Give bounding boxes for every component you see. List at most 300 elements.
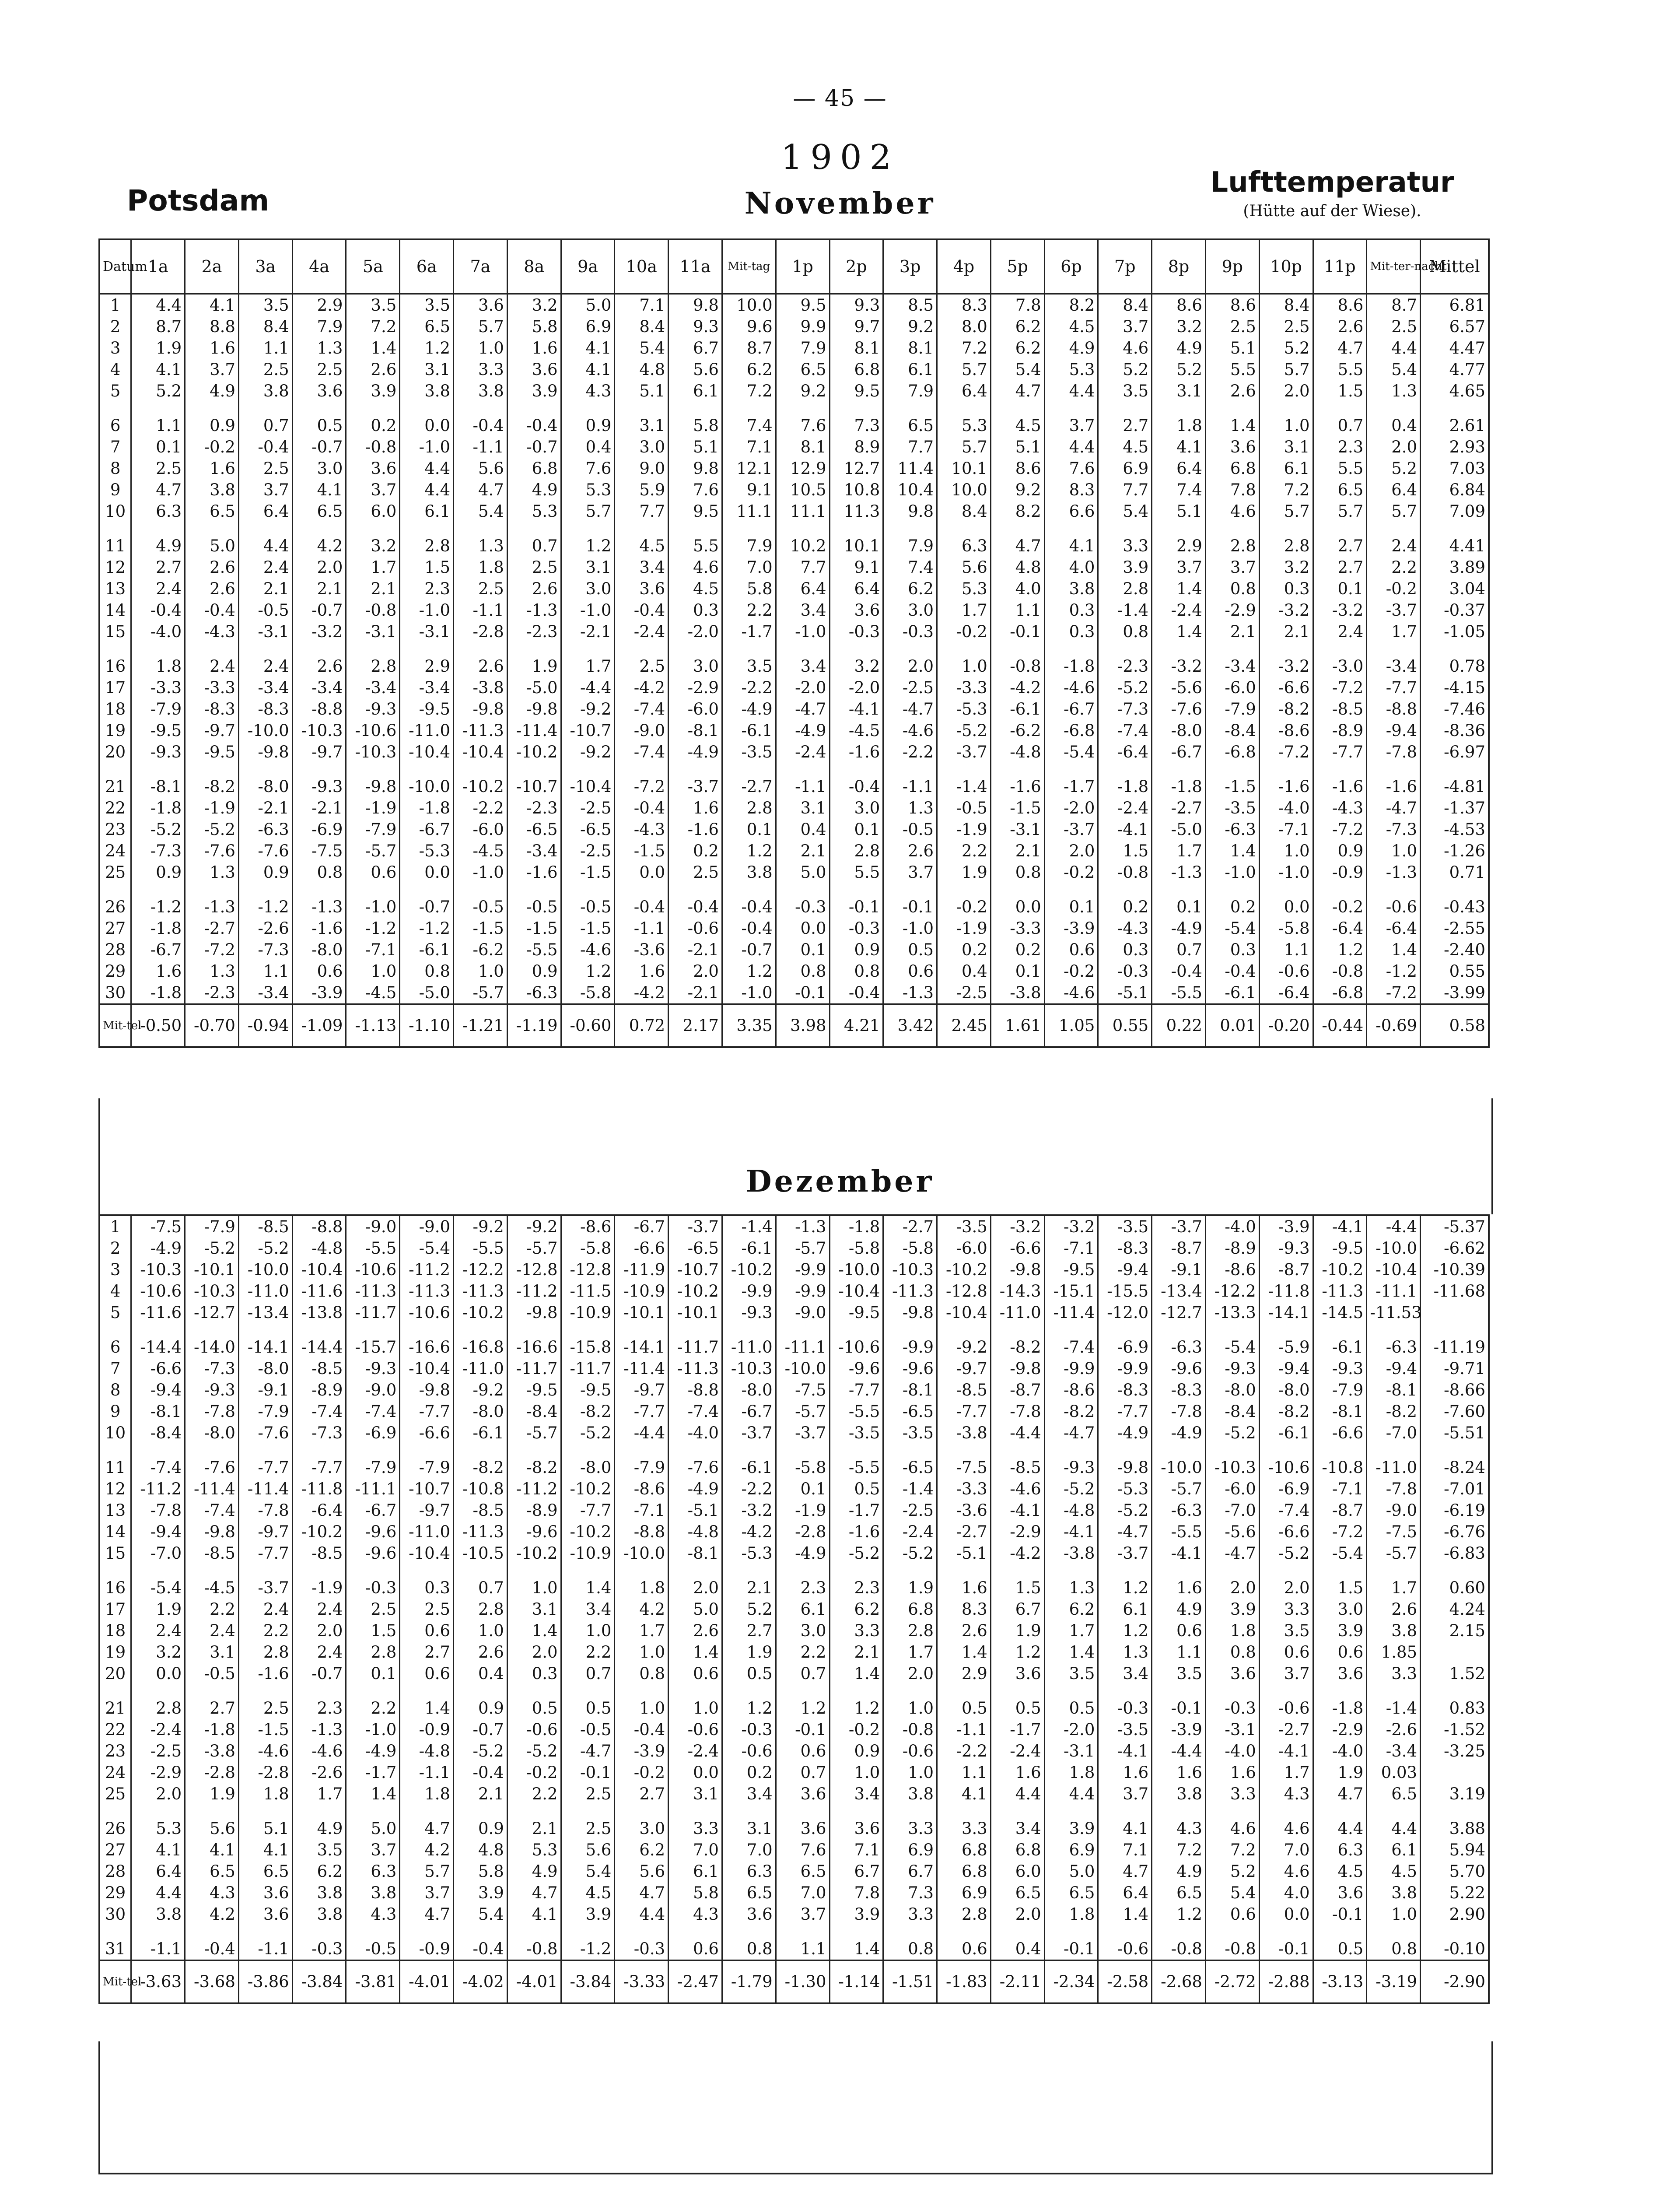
- temperature-cell: -8.1: [883, 1379, 937, 1401]
- temperature-cell: 2.8: [830, 840, 883, 862]
- temperature-cell: -8.8: [1367, 698, 1421, 720]
- temperature-cell: 6.81: [1421, 294, 1489, 316]
- column-header: 3p: [883, 239, 937, 294]
- temperature-cell: -9.2: [454, 1379, 508, 1401]
- day-row: [99, 1641, 1489, 1663]
- temperature-cell: 2.8: [346, 1641, 400, 1663]
- temperature-cell: -0.1: [561, 1762, 615, 1783]
- temperature-cell: -0.5: [561, 1719, 615, 1740]
- temperature-cell: 6.3: [722, 1861, 776, 1882]
- temperature-cell: -8.1: [1313, 1401, 1367, 1422]
- temperature-cell: -9.8: [185, 1521, 239, 1543]
- temperature-cell: -9.7: [292, 741, 346, 763]
- temperature-cell: 8.3: [937, 294, 991, 316]
- temperature-cell: -6.1: [990, 698, 1044, 720]
- mean-cell: 0.58: [1421, 1004, 1489, 1048]
- temperature-cell: 9.0: [615, 458, 668, 479]
- temperature-cell: -4.0: [1259, 797, 1313, 819]
- temperature-cell: 6.0: [346, 501, 400, 522]
- temperature-cell: 3.7: [776, 1904, 830, 1925]
- temperature-cell: 3.6: [507, 359, 561, 380]
- temperature-cell: 1.2: [1098, 1620, 1152, 1641]
- temperature-cell: 2.5: [400, 1599, 454, 1620]
- temperature-cell: -4.2: [722, 1521, 776, 1543]
- temperature-cell: -4.0: [668, 1422, 722, 1444]
- temperature-cell: 4.0: [990, 578, 1044, 600]
- temperature-cell: 7.6: [1044, 458, 1098, 479]
- temperature-cell: 4.5: [615, 522, 668, 557]
- temperature-cell: 2.8: [454, 1599, 508, 1620]
- temperature-cell: -0.9: [400, 1925, 454, 1960]
- day-number: 6: [99, 1323, 131, 1358]
- temperature-cell: -10.9: [561, 1543, 615, 1564]
- column-header: 10p: [1259, 239, 1313, 294]
- temperature-cell: 7.2: [722, 380, 776, 402]
- temperature-cell: -10.3: [1205, 1444, 1259, 1478]
- temperature-cell: 5.8: [507, 316, 561, 337]
- temperature-cell: -2.8: [185, 1762, 239, 1783]
- temperature-cell: 1.3: [1044, 1564, 1098, 1599]
- temperature-cell: 3.8: [1044, 578, 1098, 600]
- temperature-cell: -1.2: [400, 918, 454, 939]
- temperature-cell: 1.9: [990, 1620, 1044, 1641]
- temperature-cell: -11.8: [1259, 1280, 1313, 1302]
- temperature-cell: -9.7: [238, 1521, 292, 1543]
- temperature-cell: 1.3: [1098, 1641, 1152, 1663]
- temperature-cell: -1.5: [507, 918, 561, 939]
- temperature-cell: -9.8: [990, 1259, 1044, 1280]
- temperature-cell: -0.4: [1152, 961, 1206, 982]
- temperature-cell: 1.6: [185, 458, 239, 479]
- temperature-cell: -10.8: [454, 1478, 508, 1500]
- temperature-cell: 3.8: [346, 1882, 400, 1904]
- temperature-cell: -0.3: [346, 1564, 400, 1599]
- temperature-cell: 3.1: [776, 797, 830, 819]
- temperature-cell: 3.8: [292, 1882, 346, 1904]
- temperature-cell: 4.1: [292, 479, 346, 501]
- temperature-cell: -11.68: [1421, 1280, 1489, 1302]
- temperature-cell: 2.4: [1313, 621, 1367, 642]
- temperature-cell: 0.71: [1421, 862, 1489, 883]
- day-number: 16: [99, 642, 131, 677]
- temperature-cell: -1.9: [346, 797, 400, 819]
- temperature-cell: -6.7: [400, 819, 454, 840]
- temperature-cell: -4.9: [668, 1478, 722, 1500]
- temperature-cell: -4.1: [1313, 1215, 1367, 1238]
- temperature-cell: -7.3: [1098, 698, 1152, 720]
- temperature-cell: 1.9: [722, 1641, 776, 1663]
- temperature-cell: 8.4: [937, 501, 991, 522]
- temperature-cell: 1.0: [1367, 1904, 1421, 1925]
- day-row: [99, 1238, 1489, 1259]
- temperature-cell: 0.0: [990, 883, 1044, 918]
- temperature-cell: 9.5: [776, 294, 830, 316]
- temperature-cell: -0.7: [400, 883, 454, 918]
- day-row: [99, 1740, 1489, 1762]
- temperature-cell: 6.5: [185, 501, 239, 522]
- temperature-cell: 1.0: [1259, 402, 1313, 436]
- temperature-cell: 4.1: [937, 1783, 991, 1805]
- temperature-cell: -3.2: [1044, 1215, 1098, 1238]
- temperature-cell: 1.8: [1044, 1904, 1098, 1925]
- temperature-cell: 9.6: [722, 316, 776, 337]
- temperature-cell: -6.2: [454, 939, 508, 961]
- day-number: 23: [99, 819, 131, 840]
- temperature-cell: -4.9: [1152, 918, 1206, 939]
- temperature-cell: -5.5: [346, 1238, 400, 1259]
- temperature-cell: 3.1: [561, 557, 615, 578]
- temperature-cell: -7.6: [185, 840, 239, 862]
- temperature-cell: 3.9: [346, 380, 400, 402]
- temperature-cell: 3.7: [346, 479, 400, 501]
- temperature-cell: -0.4: [131, 600, 185, 621]
- temperature-cell: -5.6: [1205, 1521, 1259, 1543]
- temperature-cell: 0.5: [292, 402, 346, 436]
- temperature-cell: -2.5: [561, 797, 615, 819]
- day-row: [99, 436, 1489, 458]
- temperature-cell: -7.3: [1367, 819, 1421, 840]
- temperature-cell: -7.3: [131, 840, 185, 862]
- temperature-cell: -8.0: [238, 763, 292, 797]
- temperature-cell: -1.0: [1259, 862, 1313, 883]
- column-header: 9a: [561, 239, 615, 294]
- mean-cell: -1.13: [346, 1004, 400, 1048]
- temperature-cell: 6.2: [1044, 1599, 1098, 1620]
- temperature-cell: 2.0: [668, 1564, 722, 1599]
- temperature-cell: -10.9: [561, 1302, 615, 1323]
- temperature-cell: 2.6: [883, 840, 937, 862]
- temperature-cell: -7.4: [1259, 1500, 1313, 1521]
- temperature-cell: -6.4: [1367, 918, 1421, 939]
- temperature-cell: -0.4: [722, 918, 776, 939]
- temperature-cell: -7.3: [238, 939, 292, 961]
- temperature-cell: 4.2: [185, 1904, 239, 1925]
- temperature-cell: 0.9: [238, 862, 292, 883]
- temperature-cell: 4.1: [238, 1839, 292, 1861]
- temperature-cell: 3.3: [1259, 1599, 1313, 1620]
- temperature-cell: -4.9: [668, 741, 722, 763]
- temperature-cell: -2.4: [1098, 797, 1152, 819]
- temperature-cell: 2.8: [937, 1904, 991, 1925]
- temperature-cell: -5.1: [1098, 982, 1152, 1004]
- temperature-cell: -7.7: [1098, 1401, 1152, 1422]
- temperature-cell: -0.2: [1367, 578, 1421, 600]
- temperature-cell: -4.15: [1421, 677, 1489, 698]
- temperature-cell: 1.4: [346, 1783, 400, 1805]
- temperature-cell: -8.6: [1259, 720, 1313, 741]
- temperature-cell: -8.0: [292, 939, 346, 961]
- temperature-cell: -9.3: [1313, 1358, 1367, 1379]
- temperature-cell: -3.99: [1421, 982, 1489, 1004]
- temperature-cell: 0.6: [1152, 1620, 1206, 1641]
- temperature-cell: 2.0: [1205, 1564, 1259, 1599]
- temperature-cell: -7.7: [292, 1444, 346, 1478]
- temperature-cell: -1.3: [1152, 862, 1206, 883]
- temperature-cell: -2.5: [883, 1500, 937, 1521]
- temperature-cell: 3.1: [400, 359, 454, 380]
- temperature-cell: 0.4: [561, 436, 615, 458]
- temperature-cell: 1.6: [1152, 1564, 1206, 1599]
- temperature-cell: -5.3: [937, 698, 991, 720]
- temperature-cell: -5.4: [1205, 918, 1259, 939]
- temperature-cell: -2.2: [722, 677, 776, 698]
- temperature-cell: -4.7: [1098, 1521, 1152, 1543]
- temperature-cell: 3.89: [1421, 557, 1489, 578]
- temperature-cell: 3.6: [776, 1805, 830, 1839]
- temperature-cell: -2.8: [454, 621, 508, 642]
- temperature-cell: -3.8: [185, 1740, 239, 1762]
- temperature-cell: -8.4: [1205, 720, 1259, 741]
- temperature-cell: -11.0: [990, 1302, 1044, 1323]
- temperature-cell: 3.8: [1152, 1783, 1206, 1805]
- temperature-cell: 2.0: [507, 1641, 561, 1663]
- temperature-cell: 1.1: [238, 961, 292, 982]
- temperature-cell: 6.8: [937, 1861, 991, 1882]
- temperature-cell: 5.6: [561, 1839, 615, 1861]
- temperature-cell: -7.9: [131, 698, 185, 720]
- mean-cell: 1.61: [990, 1004, 1044, 1048]
- temperature-cell: 8.1: [830, 337, 883, 359]
- temperature-cell: -9.9: [776, 1259, 830, 1280]
- temperature-cell: 0.6: [668, 1663, 722, 1684]
- temperature-cell: -6.9: [1259, 1478, 1313, 1500]
- day-row: [99, 1861, 1489, 1882]
- temperature-cell: 7.1: [830, 1839, 883, 1861]
- temperature-cell: -8.36: [1421, 720, 1489, 741]
- temperature-cell: 0.0: [668, 1762, 722, 1783]
- temperature-cell: 1.9: [1313, 1762, 1367, 1783]
- temperature-cell: 4.4: [1044, 436, 1098, 458]
- temperature-cell: 6.1: [668, 380, 722, 402]
- temperature-cell: 8.2: [990, 501, 1044, 522]
- temperature-cell: -10.4: [1367, 1259, 1421, 1280]
- day-number: 3: [99, 337, 131, 359]
- temperature-cell: -0.5: [238, 600, 292, 621]
- mean-cell: -2.88: [1259, 1960, 1313, 2004]
- mean-cell: 0.01: [1205, 1004, 1259, 1048]
- temperature-cell: -0.4: [722, 883, 776, 918]
- column-header: 6a: [400, 239, 454, 294]
- temperature-cell: -1.0: [454, 862, 508, 883]
- temperature-cell: -3.7: [776, 1422, 830, 1444]
- temperature-cell: -7.9: [185, 1215, 239, 1238]
- temperature-cell: -3.4: [292, 677, 346, 698]
- temperature-cell: -7.1: [346, 939, 400, 961]
- temperature-cell: -7.2: [185, 939, 239, 961]
- temperature-cell: 1.4: [937, 1641, 991, 1663]
- column-header: 11a: [668, 239, 722, 294]
- temperature-cell: 1.4: [400, 1684, 454, 1719]
- temperature-cell: -10.2: [1313, 1259, 1367, 1280]
- temperature-cell: 1.4: [830, 1925, 883, 1960]
- temperature-cell: -14.5: [1313, 1302, 1367, 1323]
- day-row: [99, 1599, 1489, 1620]
- temperature-cell: 1.6: [990, 1762, 1044, 1783]
- temperature-cell: -8.8: [615, 1521, 668, 1543]
- mean-cell: -1.09: [292, 1004, 346, 1048]
- temperature-cell: -8.7: [1259, 1259, 1313, 1280]
- temperature-cell: -10.7: [507, 763, 561, 797]
- temperature-cell: 4.24: [1421, 1599, 1489, 1620]
- temperature-cell: 4.1: [185, 1839, 239, 1861]
- temperature-cell: 2.9: [1152, 522, 1206, 557]
- temperature-cell: -8.9: [507, 1500, 561, 1521]
- temperature-cell: 4.6: [668, 557, 722, 578]
- temperature-cell: 2.3: [776, 1564, 830, 1599]
- day-row: [99, 1839, 1489, 1861]
- temperature-cell: -4.3: [615, 819, 668, 840]
- temperature-cell: -11.3: [883, 1280, 937, 1302]
- day-number: 25: [99, 862, 131, 883]
- temperature-cell: -1.4: [1367, 1684, 1421, 1719]
- temperature-cell: 2.6: [1367, 1599, 1421, 1620]
- temperature-cell: -5.1: [668, 1500, 722, 1521]
- temperature-cell: 2.7: [131, 557, 185, 578]
- temperature-cell: -7.4: [615, 698, 668, 720]
- temperature-cell: -3.2: [1152, 642, 1206, 677]
- temperature-cell: -0.1: [776, 982, 830, 1004]
- temperature-cell: 9.8: [668, 458, 722, 479]
- temperature-cell: 1.1: [776, 1925, 830, 1960]
- temperature-cell: 6.2: [990, 337, 1044, 359]
- temperature-cell: 1.2: [830, 1684, 883, 1719]
- temperature-cell: 5.4: [990, 359, 1044, 380]
- temperature-cell: -12.2: [1205, 1280, 1259, 1302]
- temperature-cell: 0.4: [990, 1925, 1044, 1960]
- temperature-cell: -5.7: [776, 1401, 830, 1422]
- temperature-cell: 3.2: [1152, 316, 1206, 337]
- temperature-cell: 0.6: [346, 862, 400, 883]
- day-row: [99, 294, 1489, 316]
- temperature-cell: 8.2: [1044, 294, 1098, 316]
- temperature-cell: -12.8: [561, 1259, 615, 1280]
- mean-cell: 3.35: [722, 1004, 776, 1048]
- day-number: 4: [99, 1280, 131, 1302]
- day-number: 20: [99, 741, 131, 763]
- temperature-cell: 2.9: [937, 1663, 991, 1684]
- temperature-cell: -2.5: [131, 1740, 185, 1762]
- temperature-cell: 1.4: [1044, 1641, 1098, 1663]
- temperature-cell: 4.9: [131, 522, 185, 557]
- temperature-cell: 8.4: [1259, 294, 1313, 316]
- temperature-cell: -10.1: [668, 1302, 722, 1323]
- temperature-cell: -0.2: [937, 621, 991, 642]
- temperature-cell: 10.4: [883, 479, 937, 501]
- temperature-cell: 1.8: [1152, 402, 1206, 436]
- temperature-cell: 3.7: [238, 479, 292, 501]
- temperature-cell: -0.5: [346, 1925, 400, 1960]
- temperature-cell: -0.7: [292, 600, 346, 621]
- temperature-cell: 0.8: [615, 1663, 668, 1684]
- temperature-cell: -3.8: [1044, 1543, 1098, 1564]
- temperature-cell: -3.5: [722, 741, 776, 763]
- temperature-cell: 6.1: [776, 1599, 830, 1620]
- temperature-cell: 1.5: [346, 1620, 400, 1641]
- temperature-cell: -11.4: [1044, 1302, 1098, 1323]
- temperature-cell: 6.9: [561, 316, 615, 337]
- temperature-cell: -1.3: [1367, 862, 1421, 883]
- temperature-cell: 6.4: [937, 380, 991, 402]
- temperature-cell: 4.4: [1313, 1805, 1367, 1839]
- temperature-cell: -6.6: [990, 1238, 1044, 1259]
- temperature-cell: 3.6: [776, 1783, 830, 1805]
- temperature-cell: 3.5: [400, 294, 454, 316]
- temperature-cell: 1.1: [238, 337, 292, 359]
- temperature-cell: -0.2: [1044, 961, 1098, 982]
- temperature-cell: 4.5: [1044, 316, 1098, 337]
- temperature-cell: -10.2: [722, 1259, 776, 1280]
- temperature-cell: -8.24: [1421, 1444, 1489, 1478]
- temperature-cell: -6.0: [937, 1238, 991, 1259]
- temperature-cell: -4.6: [883, 720, 937, 741]
- temperature-cell: 4.47: [1421, 337, 1489, 359]
- temperature-cell: 4.4: [131, 294, 185, 316]
- temperature-cell: -11.53: [1367, 1302, 1421, 1323]
- temperature-cell: -1.6: [830, 741, 883, 763]
- temperature-cell: -4.7: [1205, 1543, 1259, 1564]
- day-number: 18: [99, 1620, 131, 1641]
- temperature-cell: -10.2: [454, 763, 508, 797]
- day-number: 14: [99, 1521, 131, 1543]
- temperature-cell: -9.4: [1259, 1358, 1313, 1379]
- temperature-cell: 0.9: [454, 1805, 508, 1839]
- temperature-cell: -1.52: [1421, 1719, 1489, 1740]
- temperature-cell: 2.7: [722, 1620, 776, 1641]
- day-number: 7: [99, 1358, 131, 1379]
- temperature-cell: -9.0: [615, 720, 668, 741]
- temperature-cell: -2.2: [883, 741, 937, 763]
- temperature-cell: -9.0: [400, 1215, 454, 1238]
- temperature-cell: -4.9: [1098, 1422, 1152, 1444]
- temperature-cell: 5.70: [1421, 1861, 1489, 1882]
- day-row: [99, 337, 1489, 359]
- temperature-cell: -7.5: [131, 1215, 185, 1238]
- temperature-cell: 2.6: [937, 1620, 991, 1641]
- temperature-cell: 0.9: [830, 939, 883, 961]
- temperature-cell: 0.8: [1098, 621, 1152, 642]
- day-row: [99, 797, 1489, 819]
- temperature-cell: -9.3: [131, 741, 185, 763]
- temperature-cell: 5.7: [1313, 501, 1367, 522]
- temperature-cell: 1.0: [346, 961, 400, 982]
- temperature-cell: 1.7: [561, 642, 615, 677]
- temperature-cell: -14.1: [615, 1323, 668, 1358]
- temperature-cell: -15.5: [1098, 1280, 1152, 1302]
- temperature-cell: 2.4: [185, 642, 239, 677]
- temperature-cell: 6.4: [1152, 458, 1206, 479]
- temperature-cell: -4.6: [1044, 982, 1098, 1004]
- temperature-cell: -1.7: [346, 1762, 400, 1783]
- temperature-cell: 0.3: [507, 1663, 561, 1684]
- temperature-cell: -9.5: [400, 698, 454, 720]
- temperature-cell: -1.0: [776, 621, 830, 642]
- temperature-cell: -1.1: [883, 763, 937, 797]
- temperature-cell: 4.1: [1044, 522, 1098, 557]
- temperature-cell: -10.3: [131, 1259, 185, 1280]
- temperature-cell: 2.2: [1367, 557, 1421, 578]
- temperature-cell: -10.6: [131, 1280, 185, 1302]
- temperature-cell: 3.1: [668, 1783, 722, 1805]
- temperature-cell: -6.1: [1313, 1323, 1367, 1358]
- temperature-cell: -3.2: [1259, 642, 1313, 677]
- temperature-cell: 1.0: [883, 1762, 937, 1783]
- temperature-cell: -4.2: [615, 982, 668, 1004]
- temperature-cell: 7.0: [776, 1882, 830, 1904]
- temperature-cell: -2.4: [131, 1719, 185, 1740]
- temperature-cell: 8.7: [131, 316, 185, 337]
- temperature-cell: 6.3: [937, 522, 991, 557]
- temperature-cell: 3.5: [1098, 380, 1152, 402]
